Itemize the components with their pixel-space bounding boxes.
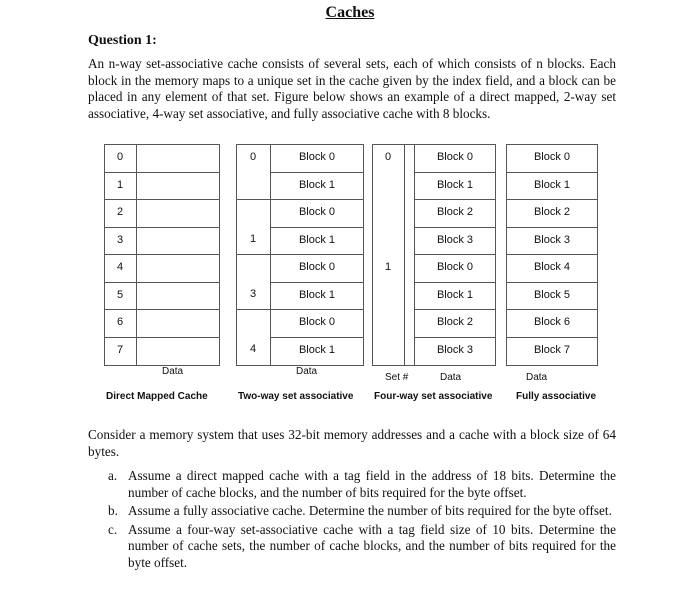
two-way-block: Block 1 [298, 343, 336, 356]
direct-mapped-index: 4 [116, 261, 124, 273]
four-way-data-label: Data [440, 372, 462, 383]
four-way-block: Block 0 [436, 151, 474, 163]
two-way-block: Block 0 [298, 316, 336, 328]
fully-associative-block: Block 3 [533, 233, 571, 246]
four-way-set-index: 1 [384, 261, 392, 273]
fully-associative-block: Block 0 [533, 151, 571, 163]
direct-mapped-index: 1 [116, 178, 124, 191]
grid-line [236, 199, 270, 200]
direct-mapped-index: 2 [116, 206, 124, 218]
fully-associative-block: Block 4 [533, 261, 571, 273]
direct-mapped-index: 5 [116, 288, 124, 301]
part-b: b. Assume a fully associative cache. Determine the number of bits required for the byte offset. [108, 503, 612, 519]
grid-line [236, 254, 270, 255]
four-way-block: Block 2 [436, 316, 474, 328]
two-way-block: Block 1 [298, 288, 336, 301]
two-way-set-index: 0 [249, 151, 257, 163]
fully-associative-block: Block 2 [533, 206, 571, 218]
consider-paragraph: Consider a memory system that uses 32-bit memory addresses and a cache with a block size of 64 bytes. [88, 427, 616, 459]
direct-mapped-caption: Direct Mapped Cache [106, 391, 208, 402]
four-way-block: Block 3 [436, 233, 474, 246]
question-parts [108, 468, 616, 574]
two-way-block: Block 1 [298, 178, 336, 191]
fully-associative-data-label: Data [526, 372, 548, 383]
two-way-set-index: 4 [249, 343, 257, 355]
direct-mapped-index: 6 [116, 316, 124, 328]
fully-associative-caption: Fully associative [516, 391, 597, 402]
two-way-block: Block 0 [298, 151, 336, 163]
two-way-block: Block 0 [298, 206, 336, 218]
two-way-set-index: 1 [249, 233, 257, 245]
direct-mapped-index: 7 [116, 343, 124, 356]
question-heading: Question 1: [88, 33, 157, 48]
intro-paragraph: An n-way set-associative cache consists of several sets, each of which consists of n blocks. Each block in the memory maps to a unique set in the cache given by the index field, and a block can be placed in any element of that set. Figure below shows an example of a direct mapped, 2-way set associative, 4-way set associative, and fully associative cache with 8 blocks. [88, 56, 616, 121]
direct-mapped-index: 0 [116, 151, 124, 163]
fully-associative-block: Block 6 [533, 316, 571, 328]
two-way-set-index: 3 [249, 288, 257, 300]
two-way-block: Block 1 [298, 233, 336, 246]
two-way-caption: Two-way set associative [238, 391, 354, 402]
four-way-set-label: Set # [385, 372, 409, 383]
fully-associative-block: Block 7 [533, 343, 571, 356]
four-way-set-index: 0 [384, 151, 392, 163]
part-c: c. Assume a four-way set-associative cache with a tag field size of 10 bits. Determine the number of cache sets, the number of cache blocks, and the number of bits required for the byte offset. [108, 521, 616, 570]
two-way-data-label: Data [296, 366, 318, 377]
four-way-block: Block 1 [436, 178, 474, 191]
two-way-block: Block 0 [298, 261, 336, 273]
part-a: a. Assume a direct mapped cache with a tag field in the address of 18 bits. Determine the number of cache blocks, and the number of bits required for the byte offset. [108, 468, 616, 500]
four-way-block: Block 0 [436, 261, 474, 273]
page-title: Caches [325, 4, 375, 21]
fully-associative-block: Block 5 [533, 288, 571, 301]
grid-line [236, 309, 270, 310]
four-way-block: Block 1 [436, 288, 474, 301]
fully-associative-block: Block 1 [533, 178, 571, 191]
four-way-caption: Four-way set associative [374, 391, 493, 402]
direct-mapped-data-label: Data [162, 366, 184, 377]
direct-mapped-index: 3 [116, 233, 124, 246]
four-way-block: Block 3 [436, 343, 474, 356]
four-way-block: Block 2 [436, 206, 474, 218]
